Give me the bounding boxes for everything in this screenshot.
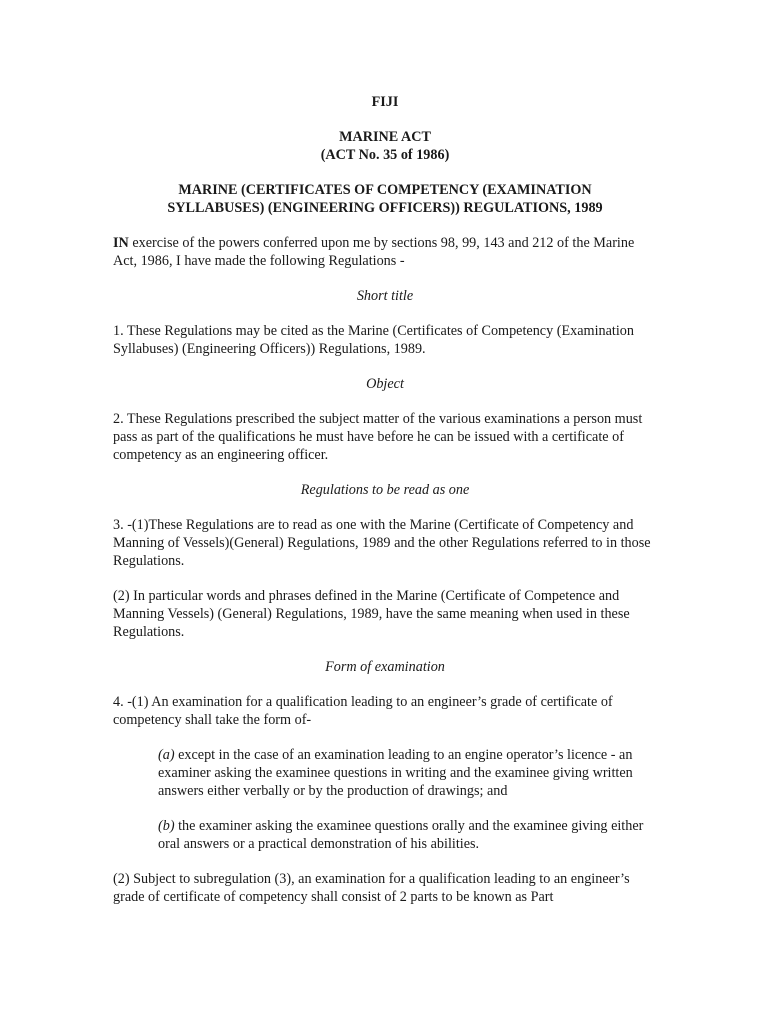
- act-name: MARINE ACT: [339, 129, 431, 145]
- list-item-b-text: the examiner asking the examinee questions orally and the examinee giving either oral answers or a practical demonstration of his abilities.: [158, 818, 644, 852]
- list-item-b-label: (b): [158, 818, 175, 834]
- regulation-title-line1: MARINE (CERTIFICATES OF COMPETENCY (EXAMINATION: [178, 182, 592, 198]
- preamble: [113, 234, 657, 270]
- paragraph-3-2: (2) In particular words and phrases defined in the Marine (Certificate of Competence and Manning Vessels) (General) Regulations, 1989, have the same meaning when used in these Regulations.: [113, 588, 630, 640]
- heading-short-title: Short title: [356, 288, 414, 304]
- heading-object: Object: [366, 376, 404, 392]
- heading-form-of-examination: Form of examination: [325, 659, 445, 675]
- paragraph-4-2: (2) Subject to subregulation (3), an examination for a qualification leading to an engineer’s grade of certificate of competency shall consist of 2 parts to be known as Part: [113, 871, 630, 905]
- paragraph-3-1: 3. -(1)These Regulations are to read as one with the Marine (Certificate of Competency and Manning of Vessels)(General) Regulations, 1989 and the other Regulations referred to in those Regulations.: [113, 517, 651, 569]
- heading-read-as-one: Regulations to be read as one: [300, 482, 470, 498]
- paragraph-1: 1. These Regulations may be cited as the Marine (Certificates of Competency (Examination Syllabuses) (Engineering Officers)) Regulations, 1989.: [113, 323, 634, 357]
- regulation-title-block: [113, 181, 657, 217]
- list-item-a-label: (a): [158, 747, 175, 763]
- list-item-a: [113, 746, 657, 800]
- list-item-b: [113, 817, 657, 853]
- preamble-text: exercise of the powers conferred upon me by sections 98, 99, 143 and 212 of the Marine Act, 1986, I have made the following Regulations -: [113, 235, 635, 269]
- act-number: (ACT No. 35 of 1986): [320, 147, 450, 163]
- paragraph-2: 2. These Regulations prescribed the subject matter of the various examinations a person must pass as part of the qualifications he must have before he can be issued with a certificate of competency as an engineering officer.: [113, 411, 643, 463]
- country-title: FIJI: [371, 94, 399, 110]
- act-title-block: [113, 128, 657, 164]
- preamble-lead: IN: [113, 235, 129, 251]
- list-item-a-text: except in the case of an examination leading to an engine operator’s licence - an examiner asking the examinee questions in writing and the examinee giving written answers either verbally or by the production of drawings; and: [158, 747, 633, 799]
- document-page: [113, 93, 657, 906]
- regulation-title-line2: SYLLABUSES) (ENGINEERING OFFICERS)) REGULATIONS, 1989: [167, 200, 603, 216]
- paragraph-4-1: 4. -(1) An examination for a qualification leading to an engineer’s grade of certificate of competency shall take the form of-: [113, 694, 613, 728]
